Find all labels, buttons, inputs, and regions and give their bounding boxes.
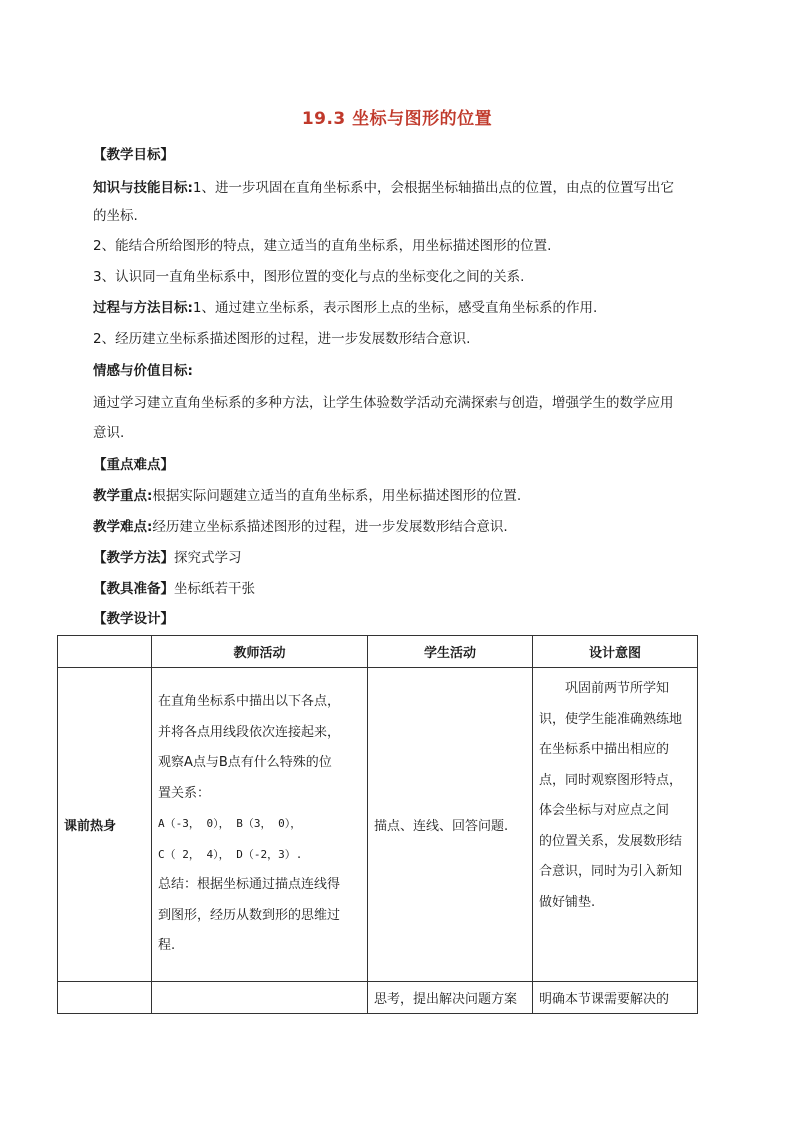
teaching-difficulty	[93, 517, 713, 537]
table-row	[58, 668, 698, 982]
design-intent-cell: 明确本节课需要解决的	[533, 982, 698, 1014]
intent-line: 的位置关系，发展数形结	[539, 833, 683, 849]
teacher-line: 置关系：	[158, 785, 211, 801]
teacher-line: 在直角坐标系中描出以下各点，	[158, 694, 341, 710]
teaching-method	[93, 548, 713, 568]
teaching-tools	[93, 579, 713, 599]
teacher-activity-cell	[152, 982, 368, 1014]
process-label: 过程与方法目标:	[93, 300, 193, 316]
teacher-line: 观察A点与B点有什么特殊的位	[158, 755, 332, 771]
table-header-row	[58, 636, 698, 668]
teaching-design-table	[57, 635, 698, 1014]
tools-label: 【教具准备】	[93, 581, 174, 597]
page-title: 19.3 坐标与图形的位置	[301, 109, 493, 129]
keypoints-heading: 【重点难点】	[93, 457, 174, 473]
process-goal	[93, 298, 713, 318]
emotion-text-cont: 意识.	[93, 425, 125, 441]
teacher-line: 到图形，经历从数到形的思维过	[158, 907, 341, 923]
focus-text: 根据实际问题建立适当的直角坐标系，用坐标描述图形的位置.	[152, 488, 522, 504]
knowledge-item-2: 2、能结合所给图形的特点，建立适当的直角坐标系，用坐标描述图形的位置.	[93, 238, 552, 254]
difficulty-label: 教学难点:	[93, 519, 153, 535]
table-header-cell: 教师活动	[152, 636, 368, 668]
objectives-heading: 【教学目标】	[93, 147, 174, 163]
knowledge-text: 1、进一步巩固在直角坐标系中，会根据坐标轴描出点的位置，由点的位置写出它	[192, 180, 674, 196]
knowledge-label: 知识与技能目标:	[93, 180, 193, 196]
table-header-cell: 设计意图	[533, 636, 698, 668]
intent-line: 合意识，同时为引入新知	[539, 864, 683, 879]
stage-cell: 课前热身	[58, 668, 152, 982]
table-header-cell: 学生活动	[368, 636, 533, 668]
method-text: 探究式学习	[174, 550, 242, 566]
difficulty-text: 经历建立坐标系描述图形的过程，进一步发展数形结合意识.	[152, 519, 508, 535]
student-activity-cell: 思考，提出解决问题方案	[368, 982, 533, 1014]
stage-cell	[58, 982, 152, 1014]
teacher-line: 总结：根据坐标通过描点连线得	[158, 877, 341, 893]
knowledge-item-3: 3、认识同一直角坐标系中，图形位置的变化与点的坐标变化之间的关系.	[93, 269, 525, 285]
teacher-line: 程.	[158, 938, 176, 954]
knowledge-text-cont: 的坐标.	[93, 208, 138, 224]
knowledge-goal	[93, 178, 713, 198]
design-heading: 【教学设计】	[93, 611, 174, 627]
intent-line: 在坐标系中描出相应的	[539, 742, 670, 757]
tools-text: 坐标纸若干张	[174, 581, 255, 597]
teacher-line: C（ 2， 4）， D（-2，3）.	[158, 847, 303, 861]
table-row	[58, 982, 698, 1014]
process-text: 1、通过建立坐标系，表示图形上点的坐标，感受直角坐标系的作用.	[192, 300, 598, 316]
teacher-line: 并将各点用线段依次连接起来，	[158, 724, 341, 740]
intent-line: 识，使学生能准确熟练地	[539, 711, 683, 727]
teaching-focus	[93, 486, 713, 506]
intent-line: 点，同时观察图形特点，	[539, 772, 683, 788]
design-intent-cell	[533, 668, 698, 982]
process-item-2: 2、经历建立坐标系描述图形的过程，进一步发展数形结合意识.	[93, 331, 471, 347]
teacher-line: A（-3， 0）， B（3， 0），	[158, 817, 302, 831]
intent-line: 体会坐标与对应点之间	[539, 803, 670, 818]
emotion-text: 通过学习建立直角坐标系的多种方法，让学生体验数学活动充满探索与创造，增强学生的数学应用	[93, 395, 674, 411]
teacher-activity-cell	[152, 668, 368, 982]
student-activity-cell: 描点、连线、回答问题.	[368, 668, 533, 982]
table-header-cell	[58, 636, 152, 668]
intent-line: 巩固前两节所学知	[565, 681, 670, 696]
intent-line: 做好铺垫.	[539, 894, 596, 910]
method-label: 【教学方法】	[93, 550, 174, 566]
focus-label: 教学重点:	[93, 488, 153, 504]
emotion-label: 情感与价值目标:	[93, 363, 193, 379]
